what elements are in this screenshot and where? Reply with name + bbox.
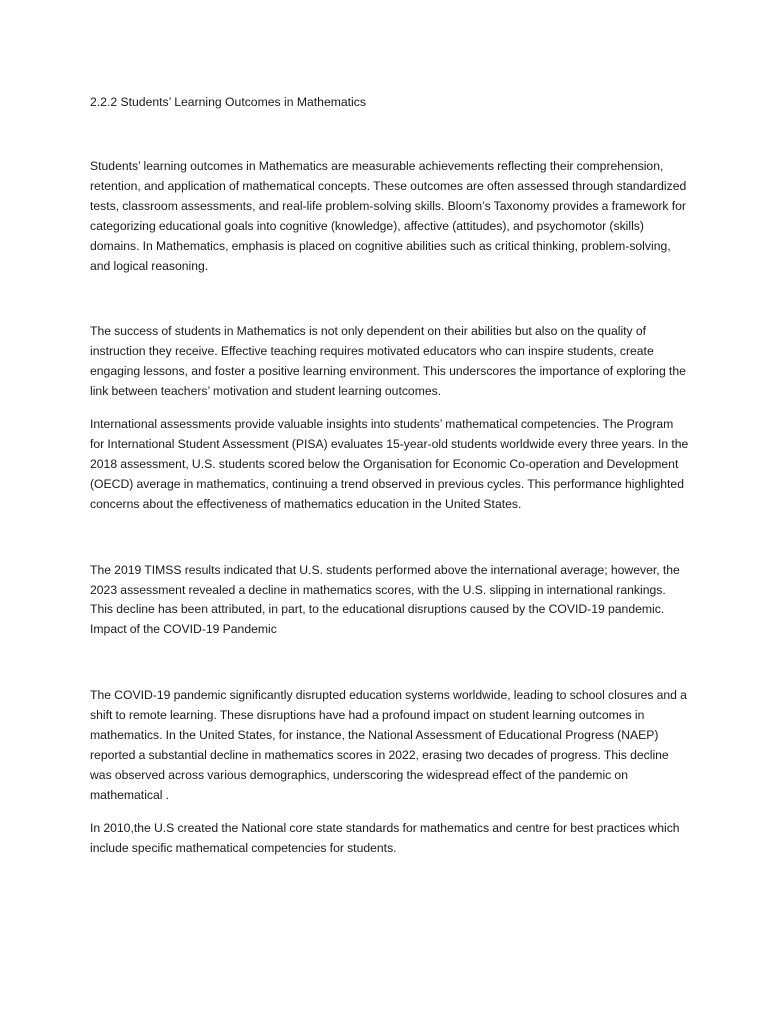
paragraph-core-standards: In 2010,the U.S created the National core state standards for mathematics and centre for best practices which include specific mathematical competencies for students. bbox=[90, 820, 680, 855]
paragraph-instruction-quality: The success of students in Mathematics is not only dependent on their abilities but also on the quality of instruction they receive. Effective teaching requires motivated educators who can inspire students, create engaging lessons, and foster a positive learning environment. This underscores the importance of exploring the link between teachers’ motivation and student learning outcomes. bbox=[90, 324, 686, 399]
paragraph-timss-results: The 2019 TIMSS results indicated that U.S. students performed above the international average; however, the 2023 assessment revealed a decline in mathematics scores, with the U.S. slipping in international rankings. This decline has been attributed, in part, to the educational disruptions caused by the COVID-19 pandemic. Impact of the COVID-19 Pandemic bbox=[90, 562, 680, 637]
document-body bbox=[90, 92, 690, 858]
section-heading: 2.2.2 Students’ Learning Outcomes in Mathematics bbox=[90, 95, 366, 109]
paragraph-covid-impact: The COVID-19 pandemic significantly disrupted education systems worldwide, leading to school closures and a shift to remote learning. These disruptions have had a profound impact on student learning outcomes in mathematics. In the United States, for instance, the National Assessment of Educational Progress (NAEP) reported a substantial decline in mathematics scores in 2022, erasing two decades of progress. This decline was observed across various demographics, underscoring the widespread effect of the pandemic on mathematical . bbox=[90, 688, 687, 802]
paragraph-international-assessments: International assessments provide valuable insights into students’ mathematical competencies. The Program for International Student Assessment (PISA) evaluates 15-year-old students worldwide every three years. In the 2018 assessment, U.S. students scored below the Organisation for Economic Co-operation and Development (OECD) average in mathematics, continuing a trend observed in previous cycles. This performance highlighted concerns about the effectiveness of mathematics education in the United States. bbox=[90, 417, 689, 511]
paragraph-learning-outcomes: Students’ learning outcomes in Mathematics are measurable achievements reflecting their comprehension, retention, and application of mathematical concepts. These outcomes are often assessed through standardized tests, classroom assessments, and real-life problem-solving skills. Bloom’s Taxonomy provides a framework for categorizing educational goals into cognitive (knowledge), affective (attitudes), and psychomotor (skills) domains. In Mathematics, emphasis is placed on cognitive abilities such as critical thinking, problem-solving, and logical reasoning. bbox=[90, 159, 687, 273]
